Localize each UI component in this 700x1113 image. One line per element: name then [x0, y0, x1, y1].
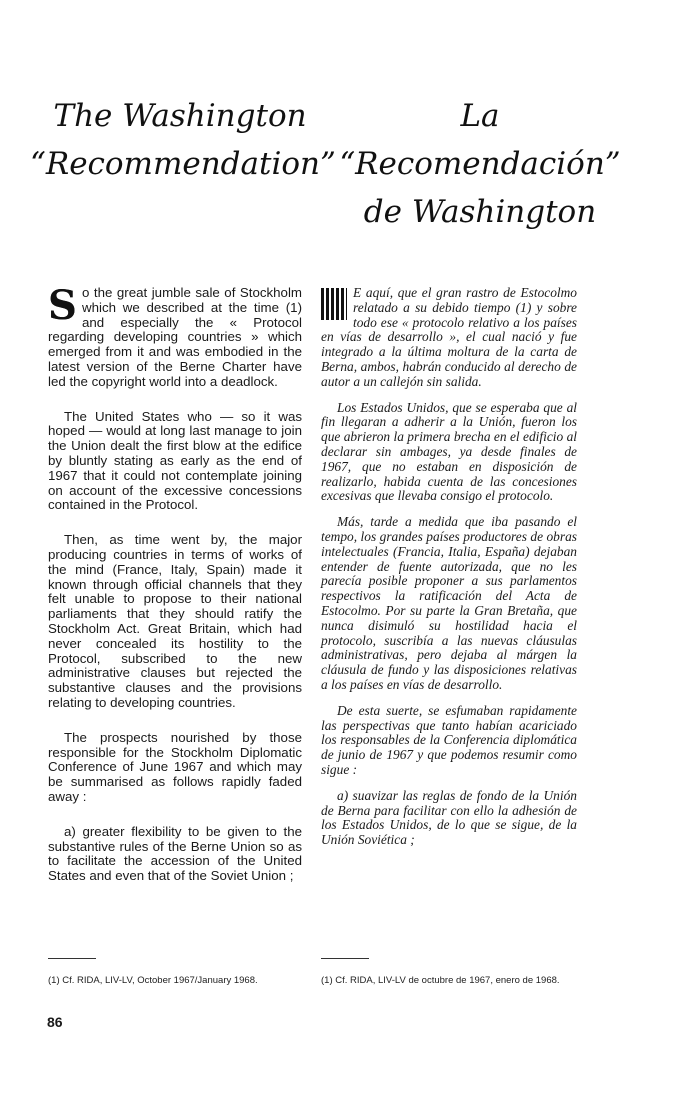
spanish-paragraph-5: a) suavizar las reglas de fondo de la Unión de Berna para facilitar con ello la adhesión de los Estados Unidos, de lo que se sigue, de la Unión Soviética ; — [321, 787, 577, 848]
spanish-dropcap — [321, 288, 347, 320]
english-paragraph-4: The prospects nourished by those responsible for the Stockholm Diplomatic Conference of June 1967 and which may be summarised as follows rapidly faded away : — [48, 729, 302, 804]
spanish-footnote-rule — [321, 958, 369, 959]
english-paragraph-2: The United States who — so it was hoped — would at long last manage to join the Union dealt the first blow at the edifice by bluntly stating as early as the end of 1967 that it could not contemplate joining on account of the excessive concessions contained in the Protocol. — [48, 408, 302, 513]
english-paragraph-5: a) greater flexibility to be given to the substantive rules of the Berne Union so as to facilitate the accession of the United States and even that of the Soviet Union ; — [48, 823, 302, 884]
spanish-footnote: (1) Cf. RIDA, LIV-LV de octubre de 1967, enero de 1968. — [321, 975, 560, 986]
spanish-paragraph-4: De esta suerte, se esfumaban rapidamente las perspectivas que tanto habían acariciado los responsables de la Conferencia diplomática de junio de 1967 y que podemos resumir como sigue : — [321, 702, 577, 777]
english-title: The Washington “Recommendation” — [30, 98, 336, 182]
english-paragraph-3: Then, as time went by, the major producing countries in terms of works of the mind (France, Italy, Spain) made it known through official channels that they felt unable to propose to their national parliaments that they should ratify the Stockholm Act. Great Britain, which had never concealed its hostility to the Protocol, subscribed to the new administrative clauses but rejected the substantive clauses and the provisions relating to developing countries. — [48, 532, 302, 710]
spanish-paragraph-3: Más, tarde a medida que iba pasando el tempo, los grandes países productores de obras intelectuales (Francia, Italia, España) dejaban entender de fuente autorizada, que no les parecía posible proponer a sus parlamentos respectivos la ratificación del Acta de Estocolmo. Por su parte la Gran Bretaña, que nunca disimuló su hostilidad hacia el protocolo, suscribía a las nuevas cláusulas administrativas, pero dejaba al márgen la cláusula de fundo y las disposiciones relativas a los países en vías de desarrollo. — [321, 514, 577, 692]
english-footnote-rule — [48, 958, 96, 959]
spanish-paragraph-1: E aquí, que el gran rastro de Estocolmo relatado a su debido tiempo (1) y sobre todo ese « protocolo relativo a los países en vías de desarrollo », el cual nació y fue integrado a la última moltura de la carta de Berna, ambos, habrán conducido al derecho de autor a un callejón sin salida. — [321, 285, 577, 389]
english-paragraph-1: S o the great jumble sale of Stockholm which we described at the time (1) and especially the « Protocol regarding developing countries » which emerged from it and was embodied in the latest version of the Berne Charter have led the copyright world into a deadlock. — [48, 282, 302, 389]
english-dropcap: S — [48, 282, 77, 329]
spanish-title: La “Recomendación” de Washington — [339, 98, 621, 230]
english-footnote: (1) Cf. RIDA, LIV-LV, October 1967/January 1968. — [48, 975, 258, 986]
spanish-column — [321, 286, 577, 859]
english-column — [48, 282, 302, 904]
spanish-paragraph-2: Los Estados Unidos, que se esperaba que al fin llegaran a adherir a la Unión, fueron los que abrieron la primera brecha en el edificio al declarar sin ambages, ya desde finales de 1967, que no estaban en disposición de realizarlo, habida cuenta de las concesiones excesivas que llevaba consigo el protocolo. — [321, 399, 577, 504]
page-number: 86 — [47, 1014, 63, 1030]
